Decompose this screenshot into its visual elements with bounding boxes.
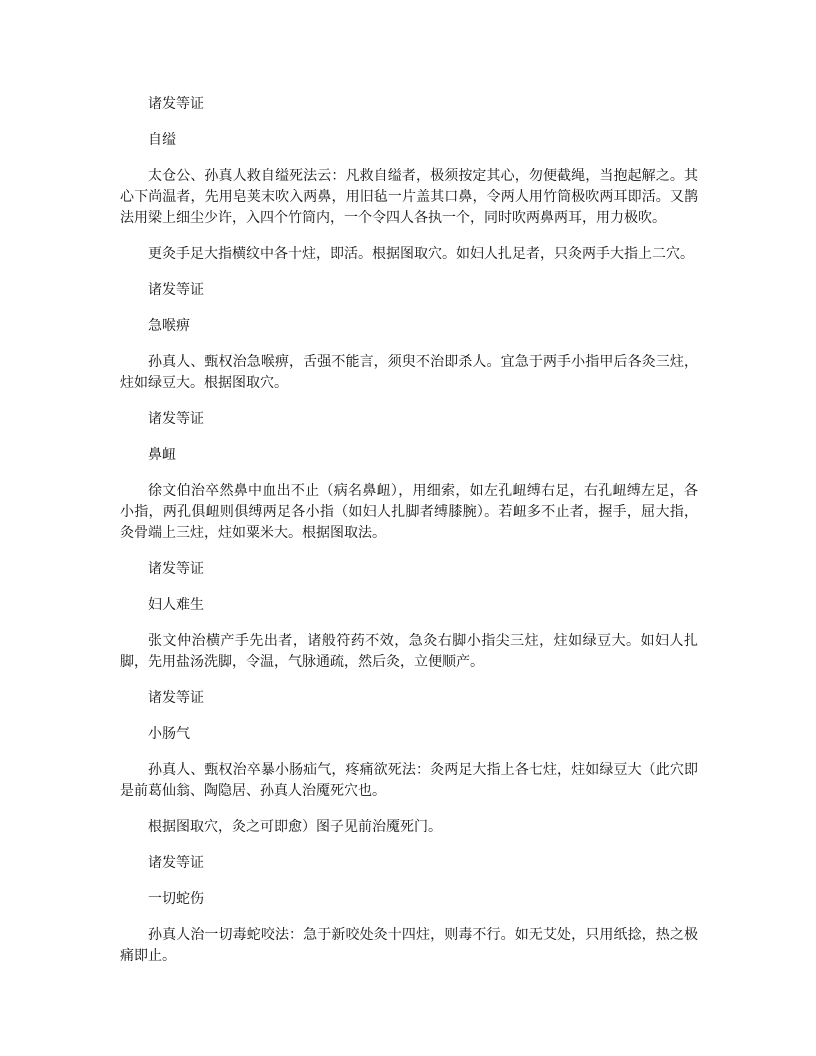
paragraph: 太仓公、孙真人救自缢死法云：凡救自缢者，极须按定其心，勿便截绳，当抱起解之。其心下尚温者，先用皂荚末吹入两鼻，用旧毡一片盖其口鼻，令两人用竹筒极吹两耳即活。又鹊法用梁上细尘少许，入四个竹筒内，一个令四人各执一个，同时吹两鼻两耳，用力极吹。: [120, 168, 698, 226]
paragraph: 孙真人治一切毒蛇咬法：急于新咬处灸十四炷，则毒不行。如无艾处，只用纸捻，热之极痛即止。: [120, 927, 698, 964]
section-heading: 诸发等证: [148, 690, 204, 706]
section-heading: 诸发等证: [148, 411, 204, 427]
paragraph: 孙真人、甄权治卒暴小肠疝气，疼痛欲死法：灸两足大指上各七炷，炷如绿豆大（此穴即是前葛仙翁、陶隐居、孙真人治魇死穴也。: [120, 762, 698, 799]
section-heading: 诸发等证: [148, 561, 204, 577]
document-page: [120, 94, 698, 982]
paragraph: 孙真人、甄权治急喉痹，舌强不能言，须臾不治即杀人。宜急于两手小指甲后各灸三炷，炷如绿豆大。根据图取穴。: [120, 354, 698, 391]
paragraph: 徐文伯治卒然鼻中血出不止（病名鼻衄），用细索，如左孔衄缚右足，右孔衄缚左足，各小指，两孔俱衄则俱缚两足各小指（如妇人扎脚者缚膝腕）。若衄多不止者，握手，屈大指，灸骨端上三炷，炷如粟米大。根据图取法。: [120, 483, 698, 541]
section-heading: 诸发等证: [148, 282, 204, 298]
subsection-title: 一切蛇伤: [148, 891, 204, 907]
subsection-title: 妇人难生: [148, 597, 204, 613]
subsection-title: 鼻衄: [148, 447, 176, 463]
paragraph: 张文仲治横产手先出者，诸般符药不效，急灸右脚小指尖三炷，炷如绿豆大。如妇人扎脚，先用盐汤洗脚，令温，气脉通疏，然后灸，立便顺产。: [120, 633, 698, 670]
subsection-title: 小肠气: [148, 726, 190, 742]
paragraph: 更灸手足大指横纹中各十炷，即活。根据图取穴。如妇人扎足者，只灸两手大指上二穴。: [148, 246, 694, 262]
section-heading: 诸发等证: [148, 855, 204, 871]
subsection-title: 急喉痹: [148, 318, 190, 334]
subsection-title: 自缢: [148, 132, 176, 148]
section-heading: 诸发等证: [148, 96, 204, 112]
paragraph: 根据图取穴，灸之可即愈）图子见前治魇死门。: [148, 819, 442, 835]
